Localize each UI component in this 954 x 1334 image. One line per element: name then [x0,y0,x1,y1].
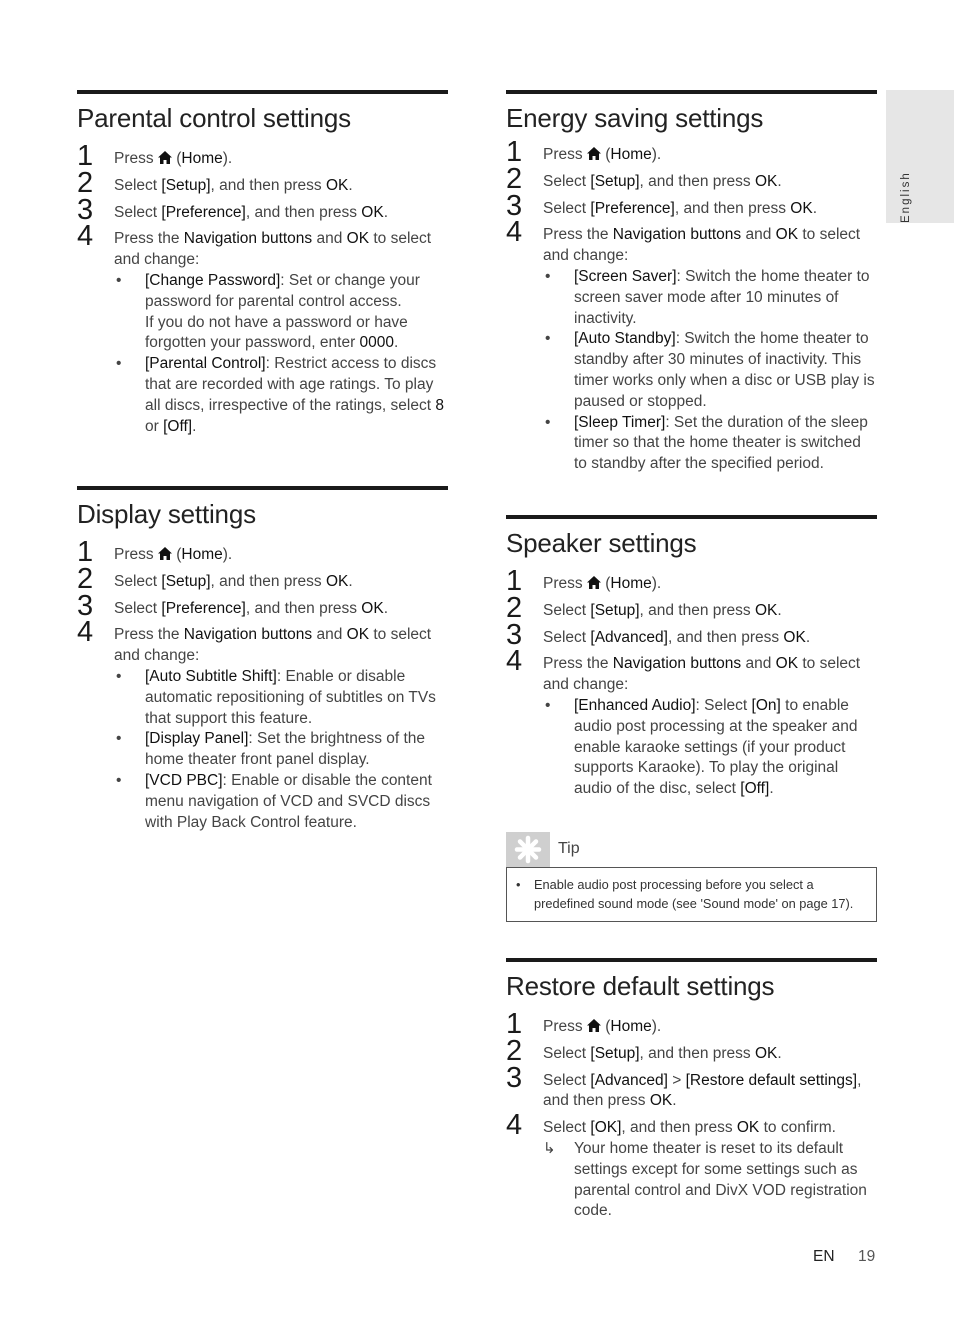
tip-label: Tip [558,840,580,857]
step-4: 4 Select [OK], and then press OK to confirm. ↳ Your home theater is reset to its default settings except for some settings such as parental control and DivX VOD registration code. [506,1118,877,1222]
step-4: 4 Press the Navigation buttons and OK to select and change: • [Change Password]: Set or change your password for parental control access. If you do not have a password or have forgotten your password, enter 0000. • [Parental Control]: Restrict access to discs that are recorded with age ratings. To play all discs, irrespective of the ratings, select 8 or [Off]. [77,229,448,437]
result-arrow-icon: ↳ [543,1139,556,1157]
section-parental-control [77,90,448,443]
step-4: 4 Press the Navigation buttons and OK to select and change: • [Enhanced Audio]: Select [On] to enable audio post processing at the speaker and enable karaoke settings (if your product supports Karaoke). To play the original audio of the disc, select [Off]. [506,654,877,800]
section-speaker [506,515,877,806]
step-2: 2 Select [Setup], and then press OK. [506,162,782,195]
home-icon [587,1019,601,1032]
section-restore-default [506,958,877,1228]
language-tab-label: English [900,171,912,223]
home-icon [158,547,172,560]
section-title: Display settings [77,499,256,529]
option-display-panel: • [Display Panel]: Set the brightness of the home theater front panel display. [116,730,426,769]
section-energy-saving [506,90,877,481]
section-display [77,486,448,839]
step-1: 1 Press (Home). [506,136,662,168]
section-title: Energy saving settings [506,103,764,133]
section-title: Restore default settings [506,971,775,1001]
option-auto-standby: • [Auto Standby]: Switch the home theater to standby after 30 minutes of inactivity. This timer works only when a disc or USB play is paused or stopped. [545,330,875,410]
language-tab [886,90,954,223]
tip-block [506,832,877,922]
tip-asterisk-icon [506,832,550,867]
home-icon [158,151,172,164]
home-icon [587,147,601,160]
tip-header [506,832,877,867]
step-3: 3 Select [Preference], and then press OK. [77,589,389,622]
step-3: 3 Select [Advanced], and then press OK. [506,618,811,651]
step-1: 1 Press (Home). [77,536,233,568]
step-2: 2 Select [Setup], and then press OK. [506,1034,782,1067]
page-number: 19 [858,1248,876,1265]
step-2: 2 Select [Setup], and then press OK. [77,562,353,595]
option-screen-saver: • [Screen Saver]: Switch the home theater to screen saver mode after 10 minutes of inactivity. [545,267,870,327]
step-2: 2 Select [Setup], and then press OK. [506,591,782,624]
section-title: Parental control settings [77,103,351,133]
home-icon [587,576,601,589]
step-1: 1 Press (Home). [506,1008,662,1040]
option-enhanced-audio: • [Enhanced Audio]: Select [On] to enable audio post processing at the speaker and enable karaoke settings (if your product supports Karaoke). To play the original audio of the disc, select [Off]. [545,696,858,798]
tip-content: • Enable audio post processing before you select a predefined sound mode (see 'Sound mode' on page 17). [506,867,877,922]
step-2: 2 Select [Setup], and then press OK. [77,166,353,199]
step-3: 3 Select [Advanced] > [Restore default settings], and then press OK. [506,1061,862,1110]
step-3: 3 Select [Preference], and then press OK. [77,193,389,226]
step-4: 4 Press the Navigation buttons and OK to select and change: • [Auto Subtitle Shift]: Enable or disable automatic repositioning of subtitles on TVs that support this feature. • [Display Panel]: Set the brightness of the home theater front panel display. • [VCD PBC]: Enable or disable the content menu navigation of VCD and SVCD discs with Play Back Control feature. [77,625,448,833]
step-3: 3 Select [Preference], and then press OK. [506,189,818,222]
step-4: 4 Press the Navigation buttons and OK to select and change: • [Screen Saver]: Switch the home theater to screen saver mode after 10 minutes of inactivity. • [Auto Standby]: Switch the home theater to standby after 30 minutes of inactivity. This timer works only when a disc or USB play is paused or stopped. • [Sleep Timer]: Set the duration of the sleep timer so that the home theater is switched to standby after the specified period. [506,225,877,475]
section-title: Speaker settings [506,528,697,558]
tip-text: Enable audio post processing before you select a predefined sound mode (see 'Sound mode' on page 17). [534,877,854,911]
option-sleep-timer: • [Sleep Timer]: Set the duration of the sleep timer so that the home theater is switched to standby after the specified period. [545,413,868,473]
footer-language: EN [813,1248,835,1265]
option-vcd-pbc: • [VCD PBC]: Enable or disable the content menu navigation of VCD and SVCD discs with Play Back Control feature. [116,771,432,831]
step-1: 1 Press (Home). [77,140,233,172]
step-result: ↳ Your home theater is reset to its default settings except for some settings such as parental control and DivX VOD registration code. [543,1139,867,1220]
option-change-password: • [Change Password]: Set or change your password for parental control access. If you do not have a password or have forgotten your password, enter 0000. [116,271,420,352]
option-auto-subtitle-shift: • [Auto Subtitle Shift]: Enable or disable automatic repositioning of subtitles on TVs that support this feature. [116,667,436,727]
step-1: 1 Press (Home). [506,565,662,597]
option-parental-control: • [Parental Control]: Restrict access to discs that are recorded with age ratings. To play all discs, irrespective of the ratings, select 8 or [Off]. [116,355,444,435]
